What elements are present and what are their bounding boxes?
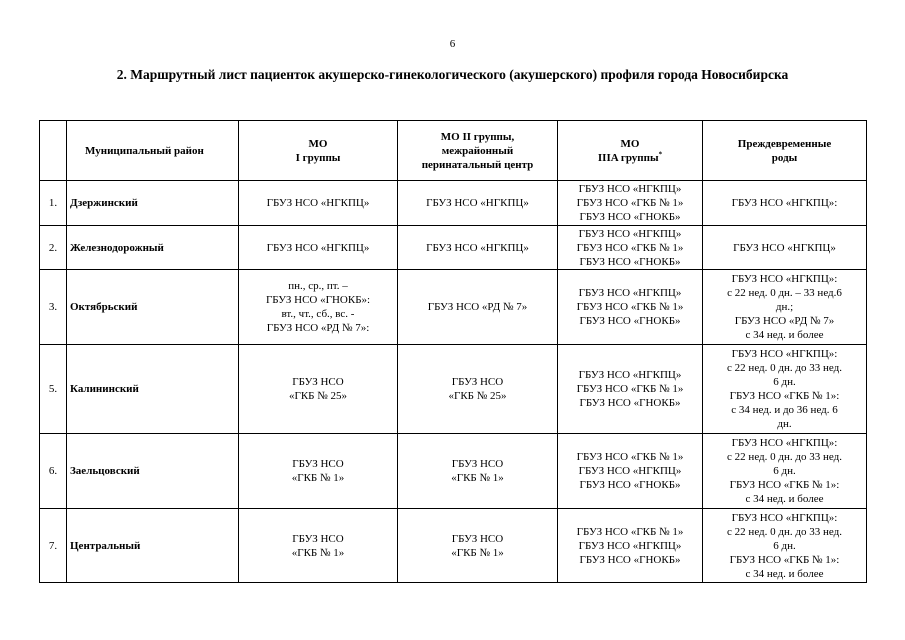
premature-birth-cell: ГБУЗ НСО «НГКПЦ»: с 22 нед. 0 дн. до 33 нед. 6 дн. ГБУЗ НСО «ГКБ № 1»: с 34 нед. и более bbox=[703, 509, 867, 583]
header-mo-group-1: МО I группы bbox=[239, 121, 398, 181]
mo-group-3a-cell: ГБУЗ НСО «ГКБ № 1» ГБУЗ НСО «НГКПЦ» ГБУЗ НСО «ГНОКБ» bbox=[558, 434, 703, 509]
mo-group-1-cell: ГБУЗ НСО «ГКБ № 1» bbox=[239, 434, 398, 509]
mo-group-2-cell: ГБУЗ НСО «НГКПЦ» bbox=[398, 181, 558, 226]
header-mo-group-2: МО II группы, межрайонный перинатальный центр bbox=[398, 121, 558, 181]
table-row bbox=[40, 434, 867, 509]
mo-group-2-cell: ГБУЗ НСО «ГКБ № 1» bbox=[398, 509, 558, 583]
row-number: 5. bbox=[40, 345, 67, 434]
district-name: Калининский bbox=[67, 345, 239, 434]
mo-group-1-cell: ГБУЗ НСО «НГКПЦ» bbox=[239, 226, 398, 270]
routing-table bbox=[39, 120, 867, 583]
mo-group-1-cell: ГБУЗ НСО «НГКПЦ» bbox=[239, 181, 398, 226]
table-row bbox=[40, 226, 867, 270]
district-name: Октябрьский bbox=[67, 270, 239, 345]
footnote-mark: * bbox=[658, 149, 663, 158]
mo-group-3a-cell: ГБУЗ НСО «НГКПЦ» ГБУЗ НСО «ГКБ № 1» ГБУЗ НСО «ГНОКБ» bbox=[558, 270, 703, 345]
premature-birth-cell: ГБУЗ НСО «НГКПЦ»: bbox=[703, 181, 867, 226]
mo-group-1-cell: пн., ср., пт. – ГБУЗ НСО «ГНОКБ»: вт., чт., сб., вс. - ГБУЗ НСО «РД № 7»: bbox=[239, 270, 398, 345]
premature-birth-cell: ГБУЗ НСО «НГКПЦ» bbox=[703, 226, 867, 270]
mo-group-2-cell: ГБУЗ НСО «НГКПЦ» bbox=[398, 226, 558, 270]
mo-group-3a-cell: ГБУЗ НСО «ГКБ № 1» ГБУЗ НСО «НГКПЦ» ГБУЗ НСО «ГНОКБ» bbox=[558, 509, 703, 583]
page-number: 6 bbox=[449, 38, 456, 50]
table-row bbox=[40, 509, 867, 583]
mo-group-3a-cell: ГБУЗ НСО «НГКПЦ» ГБУЗ НСО «ГКБ № 1» ГБУЗ НСО «ГНОКБ» bbox=[558, 226, 703, 270]
mo-group-2-cell: ГБУЗ НСО «ГКБ № 25» bbox=[398, 345, 558, 434]
district-name: Заельцовский bbox=[67, 434, 239, 509]
row-number: 7. bbox=[40, 509, 67, 583]
table-row bbox=[40, 345, 867, 434]
mo-group-1-cell: ГБУЗ НСО «ГКБ № 25» bbox=[239, 345, 398, 434]
district-name: Центральный bbox=[67, 509, 239, 583]
row-number: 2. bbox=[40, 226, 67, 270]
mo-group-2-cell: ГБУЗ НСО «ГКБ № 1» bbox=[398, 434, 558, 509]
premature-birth-cell: ГБУЗ НСО «НГКПЦ»: с 22 нед. 0 дн. до 33 нед. 6 дн. ГБУЗ НСО «ГКБ № 1»: с 34 нед. и до 36 нед. 6 дн. bbox=[703, 345, 867, 434]
header-district: Муниципальный район bbox=[67, 121, 239, 181]
table-header-row bbox=[40, 121, 867, 181]
table-row bbox=[40, 181, 867, 226]
row-number: 1. bbox=[40, 181, 67, 226]
mo-group-3a-cell: ГБУЗ НСО «НГКПЦ» ГБУЗ НСО «ГКБ № 1» ГБУЗ НСО «ГНОКБ» bbox=[558, 345, 703, 434]
district-name: Железнодорожный bbox=[67, 226, 239, 270]
premature-birth-cell: ГБУЗ НСО «НГКПЦ»: с 22 нед. 0 дн. – 33 нед.6 дн.; ГБУЗ НСО «РД № 7» с 34 нед. и более bbox=[703, 270, 867, 345]
header-premature-birth: Преждевременные роды bbox=[703, 121, 867, 181]
mo-group-2-cell: ГБУЗ НСО «РД № 7» bbox=[398, 270, 558, 345]
row-number: 6. bbox=[40, 434, 67, 509]
mo-group-3a-cell: ГБУЗ НСО «НГКПЦ» ГБУЗ НСО «ГКБ № 1» ГБУЗ НСО «ГНОКБ» bbox=[558, 181, 703, 226]
mo-group-1-cell: ГБУЗ НСО «ГКБ № 1» bbox=[239, 509, 398, 583]
document-title: 2. Маршрутный лист пациенток акушерско-гинекологического (акушерского) профиля города Новосибирска bbox=[116, 67, 789, 82]
table-row bbox=[40, 270, 867, 345]
header-number bbox=[40, 121, 67, 181]
header-mo-group-3a: МО IIIA группы* bbox=[558, 121, 703, 181]
premature-birth-cell: ГБУЗ НСО «НГКПЦ»: с 22 нед. 0 дн. до 33 нед. 6 дн. ГБУЗ НСО «ГКБ № 1»: с 34 нед. и более bbox=[703, 434, 867, 509]
district-name: Дзержинский bbox=[67, 181, 239, 226]
row-number: 3. bbox=[40, 270, 67, 345]
